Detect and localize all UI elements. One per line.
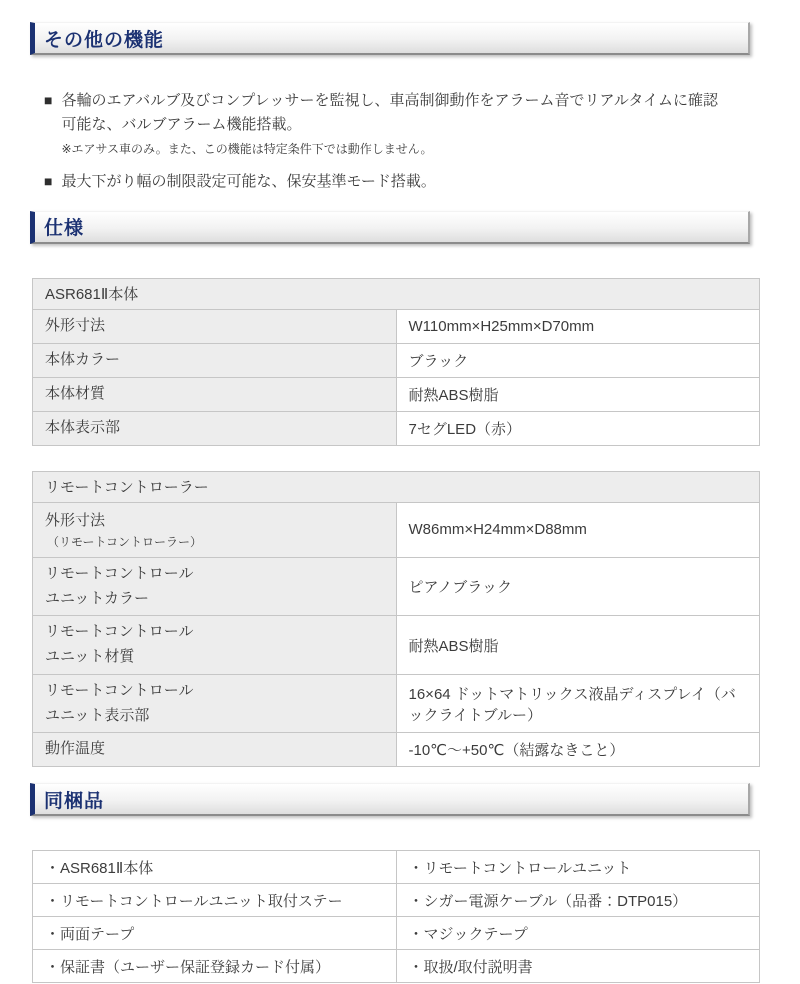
spec-row — [33, 502, 760, 557]
included-item: ・リモートコントロールユニット取付ステー — [33, 884, 397, 917]
spec-label: 本体カラー — [33, 343, 397, 377]
included-row — [33, 884, 760, 917]
included-item: ・シガー電源ケーブル（品番：DTP015） — [396, 884, 760, 917]
feature-item-valve-alarm — [44, 89, 800, 158]
included-item: ・ASR681Ⅱ本体 — [33, 851, 397, 884]
spec-label: 外形寸法 — [33, 309, 397, 343]
spec-label-line2: ユニット表示部 — [45, 706, 150, 724]
included-item: ・両面テープ — [33, 917, 397, 950]
spec-value: 耐熱ABS樹脂 — [396, 616, 760, 675]
spec-label-main: 外形寸法 — [45, 512, 106, 530]
table-caption: リモートコントローラー — [33, 471, 760, 502]
spec-label: 本体表示部 — [33, 411, 397, 445]
spec-row — [33, 733, 760, 767]
spec-row — [33, 674, 760, 733]
included-item: ・取扱/取付説明書 — [396, 950, 760, 983]
feature-note: ※エアサス車のみ。また、この機能は特定条件下では動作しません。 — [61, 142, 433, 156]
spec-row — [33, 377, 760, 411]
spec-row — [33, 411, 760, 445]
spec-row — [33, 343, 760, 377]
square-bullet-icon: ■ — [44, 92, 53, 108]
included-row — [33, 950, 760, 983]
included-item: ・リモートコントロールユニット — [396, 851, 760, 884]
included-row — [33, 851, 760, 884]
spec-label: 本体材質 — [33, 377, 397, 411]
included-row — [33, 917, 760, 950]
table-caption: ASR681Ⅱ本体 — [33, 278, 760, 309]
feature-body — [61, 170, 435, 194]
spec-value: ブラック — [396, 343, 760, 377]
spec-label — [33, 502, 397, 557]
spec-label-line2: ユニット材質 — [45, 648, 135, 666]
spec-label: 動作温度 — [33, 733, 397, 767]
included-item: ・マジックテープ — [396, 917, 760, 950]
spec-value: W86mm×H24mm×D88mm — [396, 502, 760, 557]
spec-label-line1: リモートコントロール — [45, 564, 194, 582]
spec-value: ピアノブラック — [396, 557, 760, 616]
feature-item-safety-mode — [44, 170, 800, 194]
spec-label-line2: ユニットカラー — [45, 589, 149, 607]
spec-label — [33, 674, 397, 733]
section-title-other-features: その他の機能 — [44, 29, 165, 51]
spec-value: 16×64 ドットマトリックス液晶ディスプレイ（バックライトブルー） — [396, 674, 760, 733]
feature-text: 各輪のエアバルブ及びコンプレッサーを監視し、車高制御動作をアラーム音でリアルタイムに確認可能な、バルブアラーム機能搭載。 — [61, 92, 719, 133]
section-title-included: 同梱品 — [44, 790, 105, 812]
section-header-specs — [30, 211, 750, 244]
feature-body — [61, 89, 729, 158]
spec-value: -10℃～+50℃（結露なきこと） — [396, 733, 760, 767]
spec-label — [33, 557, 397, 616]
spec-label-line1: リモートコントロール — [45, 623, 194, 641]
spec-row — [33, 557, 760, 616]
section-header-other-features — [30, 22, 750, 55]
spec-value: 7セグLED（赤） — [396, 411, 760, 445]
included-item: ・保証書（ユーザー保証登録カード付属） — [33, 950, 397, 983]
spec-label-sub: （リモートコントローラー） — [47, 535, 203, 550]
included-items-table — [32, 850, 760, 983]
spec-value: 耐熱ABS樹脂 — [396, 377, 760, 411]
feature-text: 最大下がり幅の制限設定可能な、保安基準モード搭載。 — [61, 172, 436, 190]
spec-label — [33, 616, 397, 675]
table-caption-row — [33, 471, 760, 502]
spec-table-main-unit — [32, 278, 760, 446]
feature-list — [44, 89, 800, 194]
table-caption-row — [33, 278, 760, 309]
spec-row — [33, 616, 760, 675]
spec-row — [33, 309, 760, 343]
square-bullet-icon: ■ — [44, 172, 53, 189]
spec-label-line1: リモートコントロール — [45, 681, 194, 699]
spec-table-remote-controller — [32, 471, 760, 768]
section-title-specs: 仕様 — [44, 218, 85, 240]
spec-value: W110mm×H25mm×D70mm — [396, 309, 760, 343]
section-header-included — [30, 783, 750, 816]
